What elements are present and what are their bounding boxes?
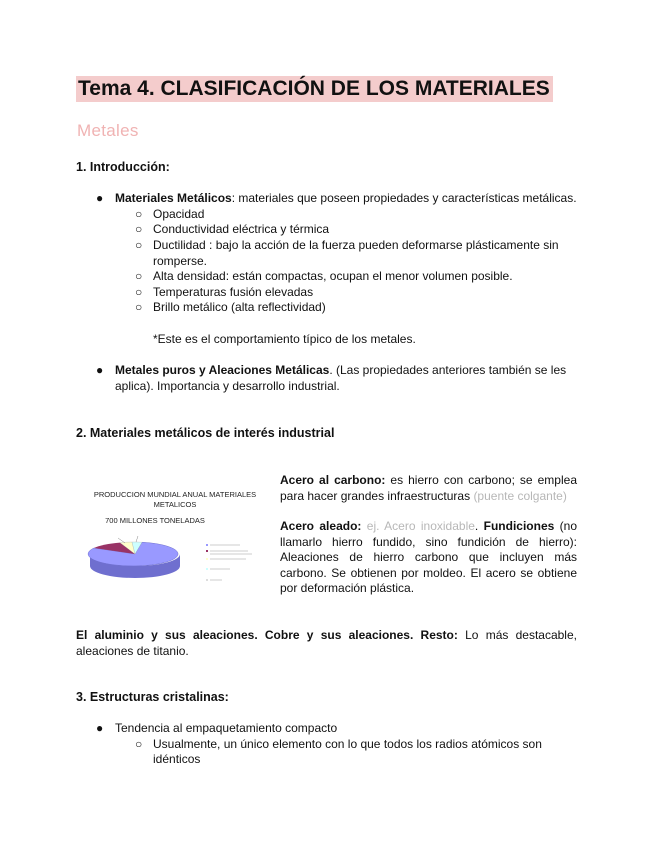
paragraph-text: (no llamarlo hierro fundido, sino fundición de hierro): Aleaciones de hierro carbono que incluyen más carbono. Se obtienen por moldeo. El acero se obtiene por deformación plástica. — [280, 519, 578, 596]
hollow-bullet-icon: ○ — [135, 737, 143, 751]
sub-item-continued: romperse. — [153, 254, 208, 268]
legend-swatch — [206, 558, 208, 560]
chart-title — [80, 490, 270, 510]
bullet-icon: ● — [96, 721, 104, 735]
legend-swatch — [206, 550, 208, 552]
note: *Este es el comportamiento típico de los metales. — [153, 332, 416, 346]
bold-term: Acero al carbono: — [280, 473, 386, 487]
hollow-bullet-icon: ○ — [135, 285, 143, 299]
chart-subtitle: 700 MILLONES TONELADAS — [105, 516, 205, 525]
bold-term: El aluminio y sus aleaciones. — [76, 628, 258, 642]
hollow-bullet-icon: ○ — [135, 300, 143, 314]
acero-aleado-paragraph — [280, 519, 577, 597]
legend-swatch — [206, 568, 208, 570]
bold-term: Metales puros y Aleaciones Metálicas — [115, 363, 330, 377]
intro-heading: 1. Introducción: — [76, 160, 170, 174]
gray-example: ej. Acero inoxidable — [361, 519, 475, 533]
separator-text: . — [474, 519, 484, 533]
bullet-text: : materiales que poseen propiedades y características metálicas. — [231, 191, 577, 205]
hollow-bullet-icon: ○ — [135, 269, 143, 283]
bold-term: Fundiciones — [483, 519, 555, 533]
section3-heading: 3. Estructuras cristalinas: — [76, 690, 229, 704]
paragraph-text: es hierro con carbono; se emplea para hacer grandes infraestructuras — [280, 473, 577, 503]
acero-carbono-paragraph — [280, 472, 577, 504]
hollow-bullet-icon: ○ — [135, 207, 143, 221]
sub-item: Conductividad eléctrica y térmica — [153, 222, 330, 236]
bold-term: Cobre y sus aleaciones. — [264, 628, 414, 642]
production-chart — [80, 470, 270, 600]
hollow-bullet-icon: ○ — [135, 238, 143, 252]
sub-item-continued: idénticos — [153, 752, 201, 766]
sub-item: Alta densidad: están compactas, ocupan el menor volumen posible. — [153, 269, 513, 283]
section2-heading: 2. Materiales metálicos de interés industrial — [76, 426, 335, 440]
legend-swatch — [206, 579, 208, 581]
bullet-icon: ● — [96, 191, 104, 205]
bullet-metales-puros-continued: aplica). Importancia y desarrollo industrial. — [115, 379, 340, 393]
bullet-icon: ● — [96, 363, 104, 377]
hollow-bullet-icon: ○ — [135, 222, 143, 236]
section-subtitle: Metales — [77, 121, 139, 140]
sub-item: Temperaturas fusión elevadas — [153, 285, 314, 299]
legend-swatch — [206, 544, 208, 546]
bullet-text: . (Las propiedades anteriores también se les — [329, 363, 567, 377]
page-title: Tema 4. CLASIFICACIÓN DE LOS MATERIALES — [76, 76, 553, 102]
sub-item: Brillo metálico (alta reflectividad) — [153, 300, 326, 314]
bold-term: Acero aleado: — [280, 519, 362, 533]
aluminio-paragraph — [76, 628, 577, 659]
bold-term: Materiales Metálicos — [115, 191, 232, 205]
sub-item: Ductilidad : bajo la acción de la fuerza pueden deformarse plásticamente sin — [153, 238, 559, 252]
leader-line — [118, 538, 125, 543]
sub-item — [153, 737, 577, 753]
paragraph-text: Lo más destacable, aleaciones de titanio. — [76, 628, 577, 658]
bullet-metales-puros — [115, 363, 566, 379]
bullet-empaquetamiento: Tendencia al empaquetamiento compacto — [115, 721, 338, 735]
sub-item-text: Usualmente, un único elemento con lo que todos los radios atómicos son — [153, 737, 542, 751]
sub-item: Opacidad — [153, 207, 205, 221]
pie-chart — [80, 532, 270, 600]
gray-example: (puente colgante) — [473, 489, 567, 503]
chart-title-line2: METALICOS — [153, 500, 197, 509]
chart-title-line1: PRODUCCION MUNDIAL ANUAL MATERIALES — [93, 490, 257, 499]
leader-line — [136, 536, 138, 542]
bold-term: Resto: — [420, 628, 458, 642]
bullet-materiales-metalicos — [115, 191, 577, 207]
